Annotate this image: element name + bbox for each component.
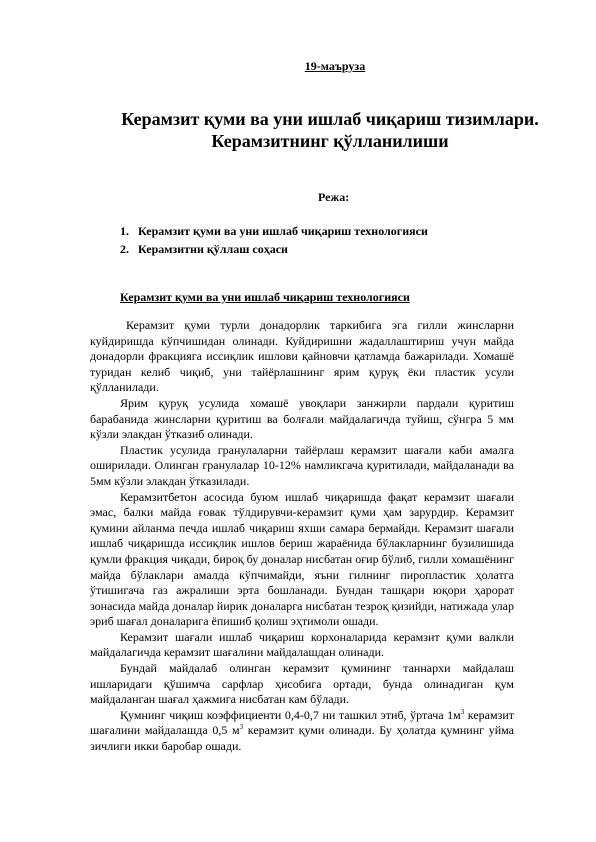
plan-list	[120, 222, 428, 258]
title-line-2: Керамзитнинг қўлланилиши	[211, 131, 449, 151]
plan-item-text: Керамзит қуми ва уни ишлаб чиқариш технологияси	[138, 224, 428, 238]
section-heading: Керамзит қуми ва уни ишлаб чиқариш технологияси	[120, 290, 410, 304]
plan-item-text: Керамзитни қўллаш соҳаси	[138, 242, 288, 256]
superscript: 3	[239, 723, 244, 732]
paragraph: Керамзитбетон асосида буюм ишлаб чиқаришда фақат керамзит шағали эмас, балки майда ғовак тўлдирувчи-керамзит қуми ҳам зарурдир. Керамзит қумини айланма печда ишлаб чиқариш яхши самара бермайди. Керамзит шағали ишлаб чиқаришда иссиқлик ишлов бериш жараёнида бўлакларнинг бузилишида қумли фракция чиқади, бироқ бу доналар нисбатан оғир бўлиб, гилли хомашёнинг майда бўлаклари амалда кўпчимайди, яъни гилнинг пиропластик ҳолатга ўтишигача газ ажралиши эрта бошланади. Бундан ташқари юқори ҳарорат зонасида майда доналар йирик доналарга нисбатан тезроқ қизийди, натижада улар эриб шағал доналарига ёпишиб қолиш эҳтимоли ошади.	[90, 489, 514, 629]
paragraph-last	[90, 708, 514, 755]
paragraph-text: керамзит қуми олинади. Бу ҳолатда қумнинг уйма зичлиги икки баробар ошади.	[90, 723, 514, 754]
paragraph: Ярим қуруқ усулида хомашё увоқлари занжирли пардали қуритиш барабанида жинсларни қуритиш ва болғали майдалагичда туйиш, сўнгра 5 мм кўзли элакдан ўтказиб олинади.	[90, 395, 514, 442]
paragraph: Бундай майдалаб олинган керамзит қумининг таннархи майдалаш ишларидаги қўшимча сарфлар ҳисобига ортади, бунда олинадиган қум майдаланган шағал ҳажмига нисбатан кам бўлади.	[90, 661, 514, 707]
paragraph-text: Қумнинг чиқиш коэффициенти 0,4-0,7 ни ташкил этиб, ўртача 1м	[120, 707, 461, 722]
plan-item	[120, 240, 428, 258]
paragraph: Керамзит қуми турли донадорлик таркибига эга гилли жинсларни куйдиришда кўпчишидан олинади. Куйдиришни жадаллаштириш учун майда донадорли фракцияга иссиқлик ишлови қайновчи қатламда бажарилади. Хомашё туридан келиб чиқиб, уни тайёрлашнинг ярим қуруқ ёки пластик усули қўлланилади.	[90, 318, 514, 395]
paragraph-text: керамзит шағалини майдалашда 0,5 м	[90, 707, 514, 738]
plan-label: Режа:	[318, 190, 350, 204]
plan-item-number: 2.	[120, 242, 129, 256]
lecture-number: 19-маъруза	[304, 59, 366, 73]
title-line-1: Керамзит қуми ва уни ишлаб чиқариш тизимлари.	[121, 109, 539, 129]
body-text	[90, 318, 514, 755]
document-title	[100, 108, 560, 152]
paragraph: Пластик усулида гранулаларни тайёрлаш керамзит шағали каби амалга оширилади. Олинган гранулалар 10-12% намликгача қуритилади, майдаланади ва 5мм кўзли элакдан ўтказилади.	[90, 442, 514, 488]
paragraph: Керамзит шағали ишлаб чиқариш корхоналарида керамзит қуми валкли майдалагичда керамзит шағалини майдалашдан олинади.	[90, 629, 514, 660]
superscript: 3	[460, 707, 465, 716]
plan-item-number: 1.	[120, 224, 129, 238]
plan-item	[120, 222, 428, 240]
